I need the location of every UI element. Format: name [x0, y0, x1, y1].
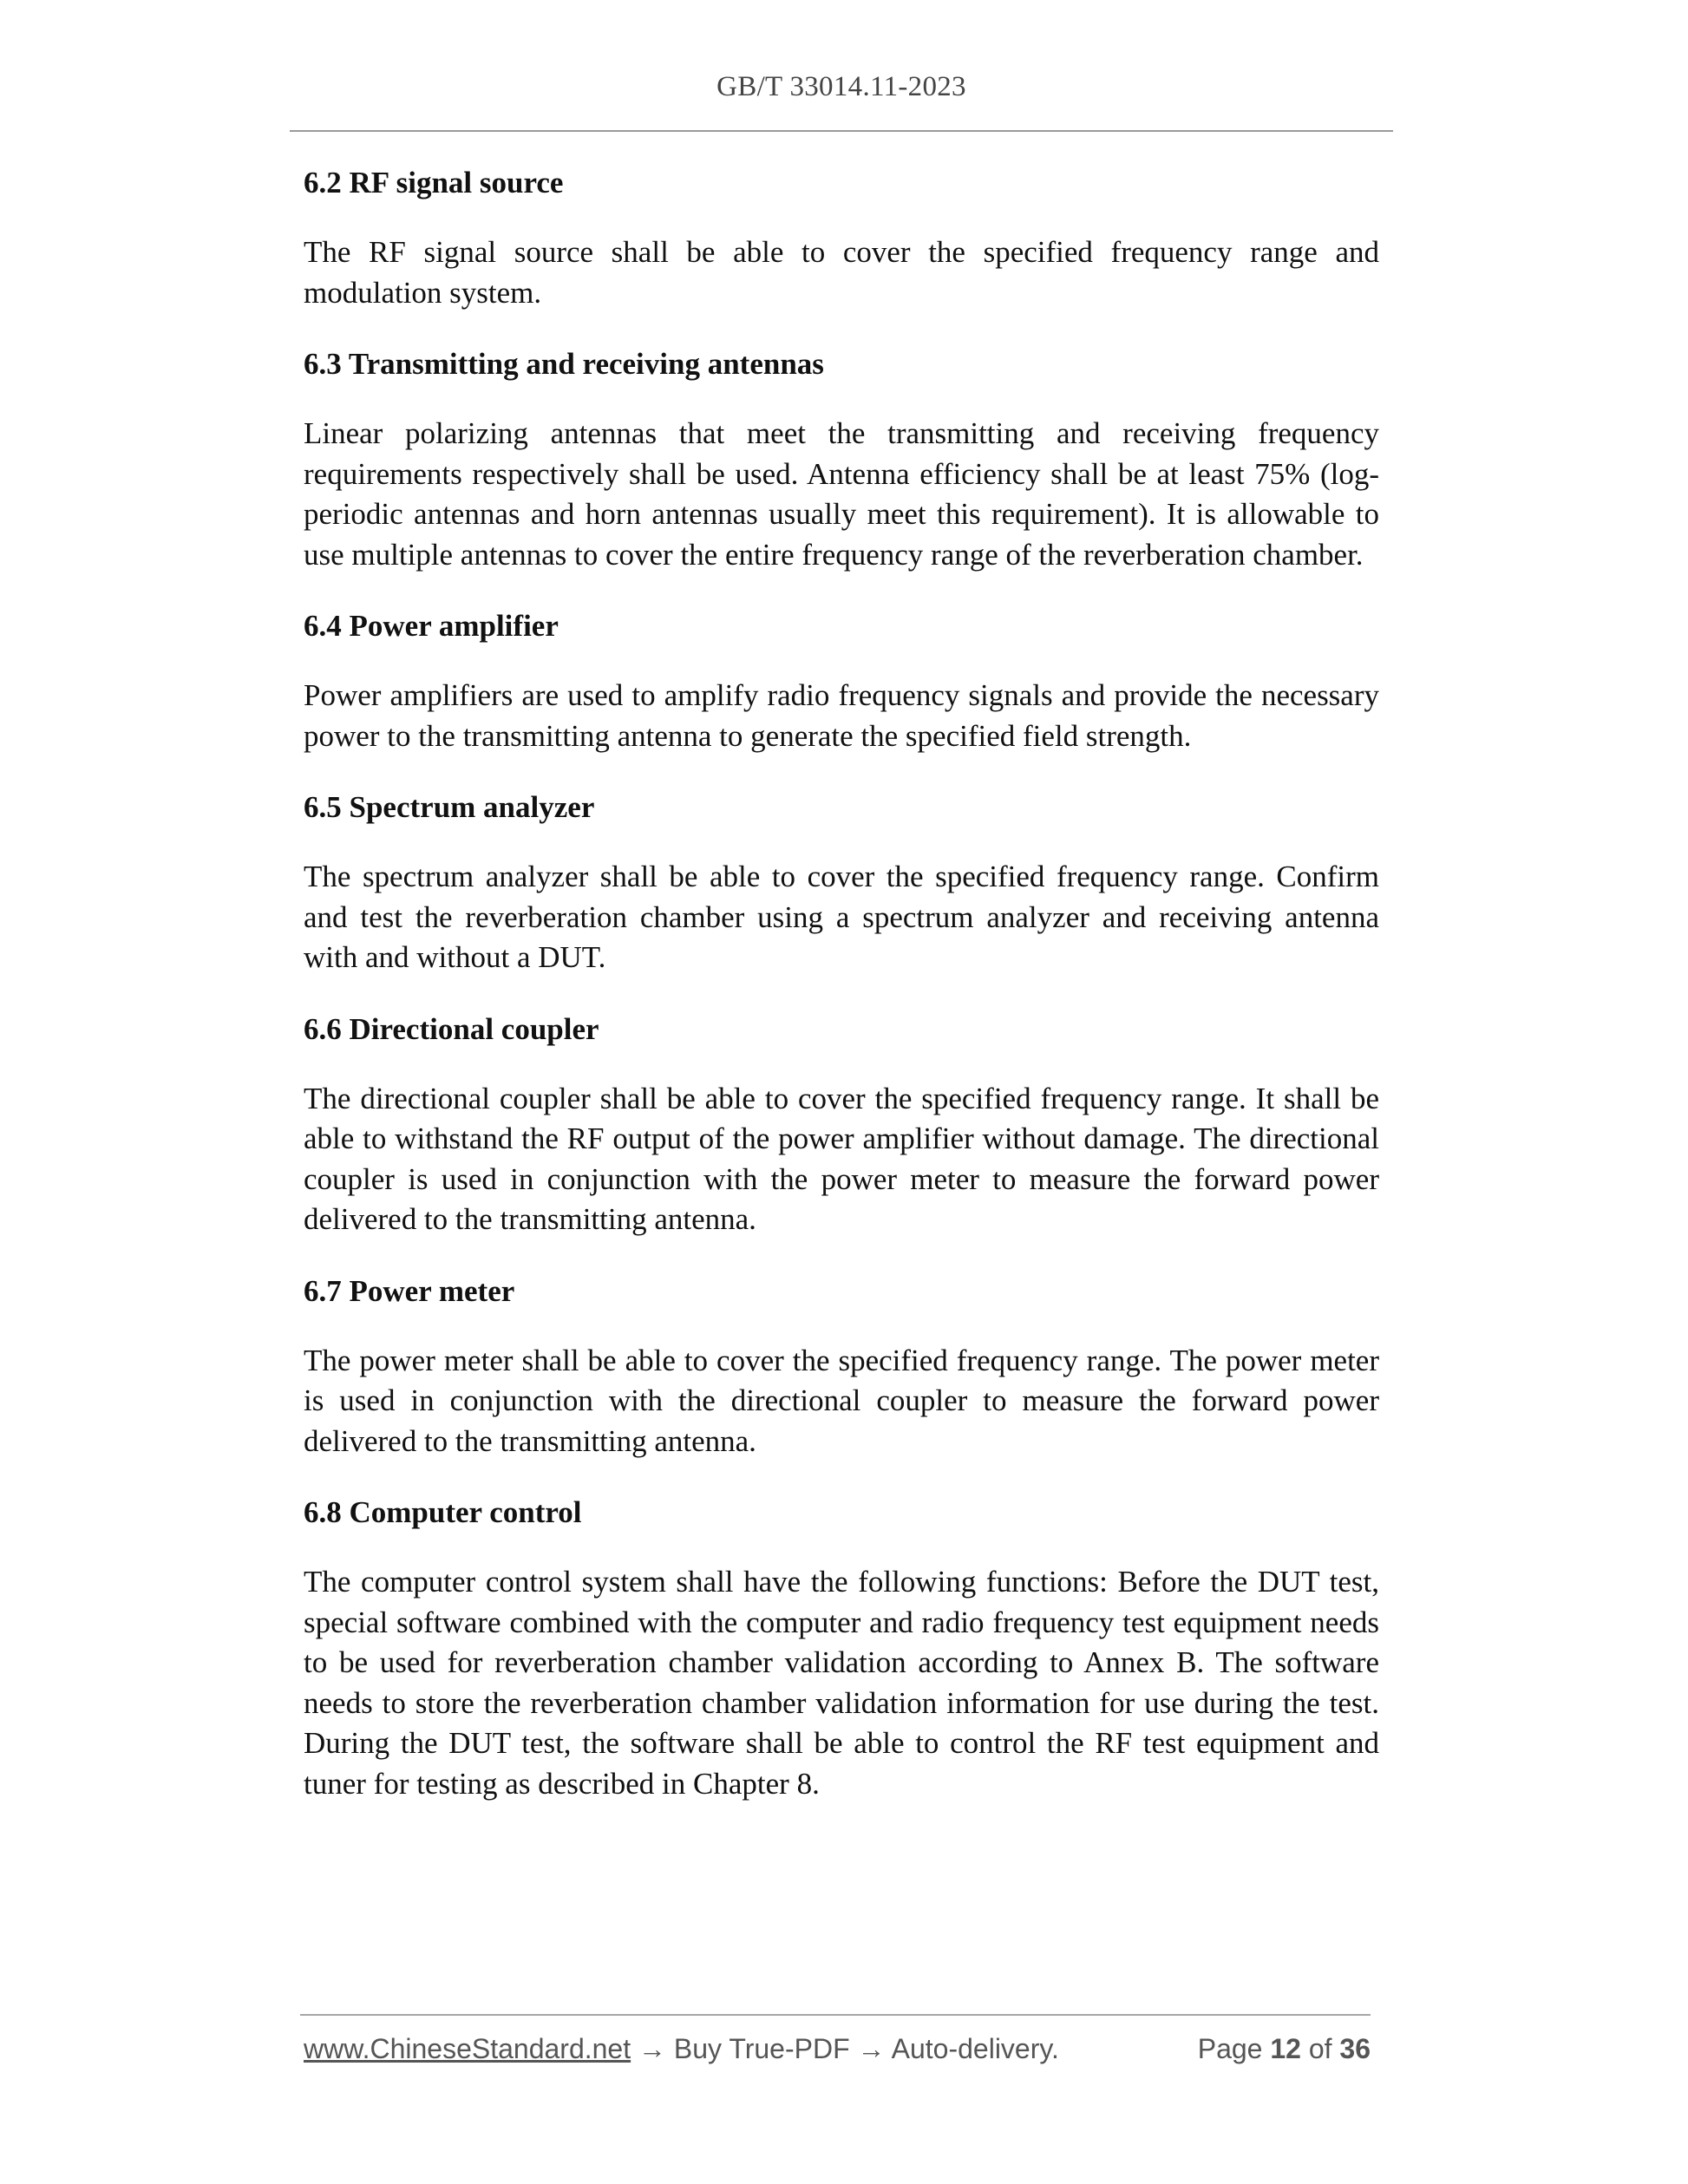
- section-paragraph: Power amplifiers are used to amplify radio frequency signals and provide the necessary power to the transmitting antenna to generate the specified field strength.: [304, 678, 1379, 753]
- arrow-right-icon: →: [849, 2033, 892, 2064]
- section-heading: 6.5 Spectrum analyzer: [304, 790, 595, 824]
- section-6-3: [304, 344, 1379, 575]
- section-6-6: [304, 1010, 1379, 1240]
- section-paragraph: Linear polarizing antennas that meet the transmitting and receiving frequency requirements respectively shall be used. Antenna efficiency shall be at least 75% (log-periodic antennas and horn antennas usually meet this requirement). It is allowable to use multiple antennas to cover the entire frequency range of the reverberation chamber.: [304, 416, 1379, 572]
- page-header: GB/T 33014.11-2023: [716, 71, 966, 102]
- section-6-4: [304, 606, 1379, 756]
- section-paragraph: The RF signal source shall be able to cover the specified frequency range and modulation system.: [304, 235, 1379, 310]
- website-link[interactable]: www.ChineseStandard.net: [304, 2033, 631, 2064]
- section-6-2: [304, 163, 1379, 313]
- total-pages: 36: [1339, 2033, 1371, 2064]
- header-divider: [290, 130, 1393, 132]
- section-heading: 6.8 Computer control: [304, 1495, 582, 1529]
- section-heading: 6.2 RF signal source: [304, 166, 564, 199]
- section-6-7: [304, 1272, 1379, 1462]
- document-body: [304, 163, 1379, 1835]
- footer-promo: [304, 2033, 1059, 2065]
- section-paragraph: The computer control system shall have the following functions: Before the DUT test, special software combined with the computer and radio frequency test equipment needs to be used for reverberation chamber validation according to Annex B. The software needs to store the reverberation chamber validation information for use during the test. During the DUT test, the software shall be able to control the RF test equipment and tuner for testing as described in Chapter 8.: [304, 1565, 1379, 1801]
- section-heading: 6.7 Power meter: [304, 1273, 515, 1308]
- section-paragraph: The spectrum analyzer shall be able to cover the specified frequency range. Confirm and test the reverberation chamber using a spectrum analyzer and receiving antenna with and without a DUT.: [304, 860, 1379, 974]
- page-indicator: [1198, 2033, 1371, 2065]
- footer-divider: [300, 2014, 1371, 2016]
- of-label: of: [1308, 2033, 1332, 2064]
- page-number: 12: [1270, 2033, 1301, 2064]
- section-paragraph: The directional coupler shall be able to cover the specified frequency range. It shall be able to withstand the RF output of the power amplifier without damage. The directional coupler is used in conjunction with the power meter to measure the forward power delivered to the transmitting antenna.: [304, 1081, 1379, 1236]
- page-label: Page: [1197, 2033, 1263, 2064]
- section-heading: 6.6 Directional coupler: [304, 1011, 599, 1046]
- section-6-8: [304, 1493, 1379, 1804]
- section-heading: 6.3 Transmitting and receiving antennas: [304, 347, 824, 381]
- section-heading: 6.4 Power amplifier: [304, 609, 559, 643]
- section-6-5: [304, 788, 1379, 978]
- section-paragraph: The power meter shall be able to cover the specified frequency range. The power meter is used in conjunction with the directional coupler to measure the forward power delivered to the transmitting antenna.: [304, 1343, 1379, 1458]
- arrow-right-icon: →: [631, 2033, 674, 2064]
- footer-buy-text: Buy True-PDF: [673, 2033, 850, 2064]
- page-footer: [304, 2033, 1371, 2073]
- footer-delivery-text: Auto-delivery.: [891, 2033, 1059, 2064]
